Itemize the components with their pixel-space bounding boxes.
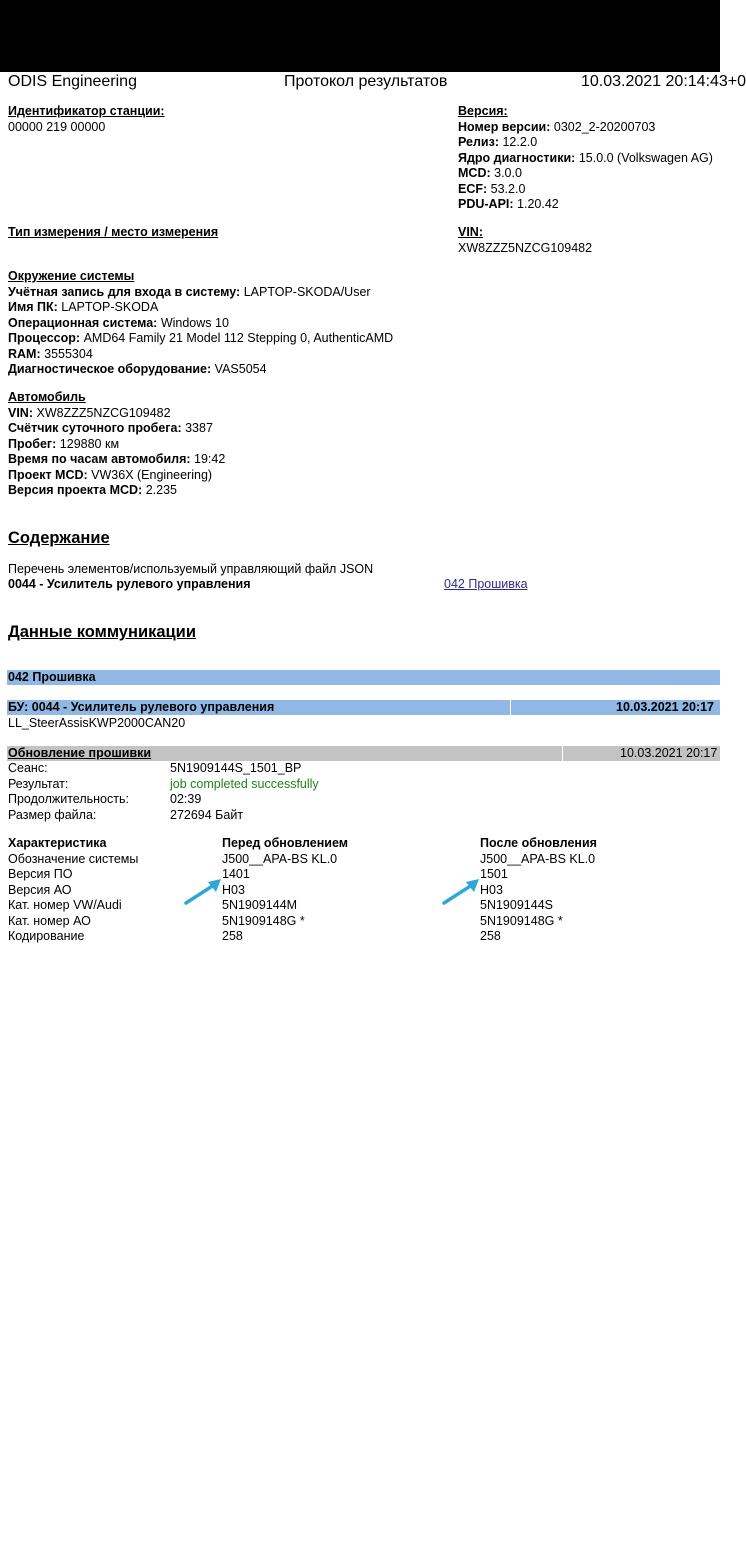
version-ecf: ECF: 53.2.0 xyxy=(458,181,526,196)
vehicle-clock: Время по часам автомобиля: 19:42 xyxy=(8,452,226,466)
table-row: Кат. номер VW/Audi 5N1909144M 5N1909144S xyxy=(8,898,553,912)
update-bar xyxy=(7,746,720,761)
table-row: Кодирование 258 258 xyxy=(8,929,501,943)
ecu-name: LL_SteerAssisKWP2000CAN20 xyxy=(8,716,186,730)
arrow-icon xyxy=(180,872,226,908)
version-pdu: PDU-API: 1.20.42 xyxy=(458,197,559,211)
arrow-icon xyxy=(438,872,484,908)
table-row: Версия АО H03 H03 xyxy=(8,882,503,897)
table-row: Кат. номер АО 5N1909148G * 5N1909148G * xyxy=(8,913,563,928)
ecu-bar-divider xyxy=(510,700,511,715)
ecu-bar-date: 10.03.2021 20:17 xyxy=(616,700,715,714)
detail-duration: Продолжительность: 02:39 xyxy=(8,792,202,806)
comm-heading: Данные коммуникации xyxy=(8,623,196,641)
comparison-table xyxy=(8,836,720,945)
vehicle-vin: VIN: XW8ZZZ5NZCG109482 xyxy=(8,405,171,420)
contents-subtitle: Перечень элементов/используемый управляющий файл JSON xyxy=(8,562,374,576)
version-core: Ядро диагностики: 15.0.0 (Volkswagen AG) xyxy=(458,150,713,165)
version-mcd: MCD: 3.0.0 xyxy=(458,166,522,180)
page-title: Протокол результатов xyxy=(284,73,448,90)
station-value: 00000 219 00000 xyxy=(8,120,106,134)
vin-heading: VIN: xyxy=(458,225,483,239)
version-release: Релиз: 12.2.0 xyxy=(458,135,538,149)
env-login: Учётная запись для входа в систему: LAPTOP-SKODA/User xyxy=(8,284,371,299)
env-hardware: Диагностическое оборудование: VAS5054 xyxy=(8,362,267,376)
vehicle-mcd-project: Проект MCD: VW36X (Engineering) xyxy=(8,467,213,482)
status-bar xyxy=(0,0,720,72)
update-bar-divider xyxy=(562,746,563,761)
table-row: Обозначение системы J500__APA-BS KL.0 J500__APA-BS KL.0 xyxy=(8,851,596,866)
version-number: Номер версии: 0302_2-20200703 xyxy=(458,119,656,134)
vehicle-trip: Счётчик суточного пробега: 3387 xyxy=(8,421,213,435)
ecu-bar xyxy=(7,700,720,715)
update-bar-label: Обновление прошивки xyxy=(8,746,152,760)
vehicle-block xyxy=(8,390,225,499)
vehicle-mileage: Пробег: 129880 км xyxy=(8,436,120,451)
env-ram: RAM: 3555304 xyxy=(8,346,93,361)
ecu-bar-label: БУ: 0044 - Усилитель рулевого управления xyxy=(8,700,275,714)
version-block xyxy=(458,104,713,213)
table-header: Характеристика Перед обновлением После обновления xyxy=(8,836,597,850)
env-pc-name: Имя ПК: LAPTOP-SKODA xyxy=(8,300,159,314)
update-details xyxy=(8,761,319,823)
environment-block xyxy=(8,269,393,378)
update-bar-date: 10.03.2021 20:17 xyxy=(620,746,718,760)
contents-link-firmware[interactable]: 042 Прошивка xyxy=(444,577,528,591)
environment-heading: Окружение системы xyxy=(8,269,135,283)
measurement-heading: Тип измерения / место измерения xyxy=(8,225,219,239)
contents-unit: 0044 - Усилитель рулевого управления xyxy=(8,577,251,591)
vehicle-mcd-version: Версия проекта MCD: 2.235 xyxy=(8,483,177,497)
env-os: Операционная система: Windows 10 xyxy=(8,315,229,330)
env-cpu: Процессор: AMD64 Family 21 Model 112 Stepping 0, AuthenticAMD xyxy=(8,331,394,345)
detail-filesize: Размер файла: 272694 Байт xyxy=(8,807,244,822)
vin-value: XW8ZZZ5NZCG109482 xyxy=(458,241,593,255)
contents-heading: Содержание xyxy=(8,529,110,547)
station-heading: Идентификатор станции: xyxy=(8,104,165,118)
app-name: ODIS Engineering xyxy=(8,73,137,90)
vehicle-heading: Автомобиль xyxy=(8,390,86,404)
detail-result: Результат: job completed successfully xyxy=(8,776,319,791)
report-datetime: 10.03.2021 20:14:43+0 xyxy=(581,73,746,90)
table-row: Версия ПО 1401 1501 xyxy=(8,867,508,881)
section-bar-label: 042 Прошивка xyxy=(8,670,96,684)
version-heading: Версия: xyxy=(458,104,508,118)
section-bar xyxy=(7,670,720,685)
detail-session: Сеанс: 5N1909144S_1501_BP xyxy=(8,761,302,775)
